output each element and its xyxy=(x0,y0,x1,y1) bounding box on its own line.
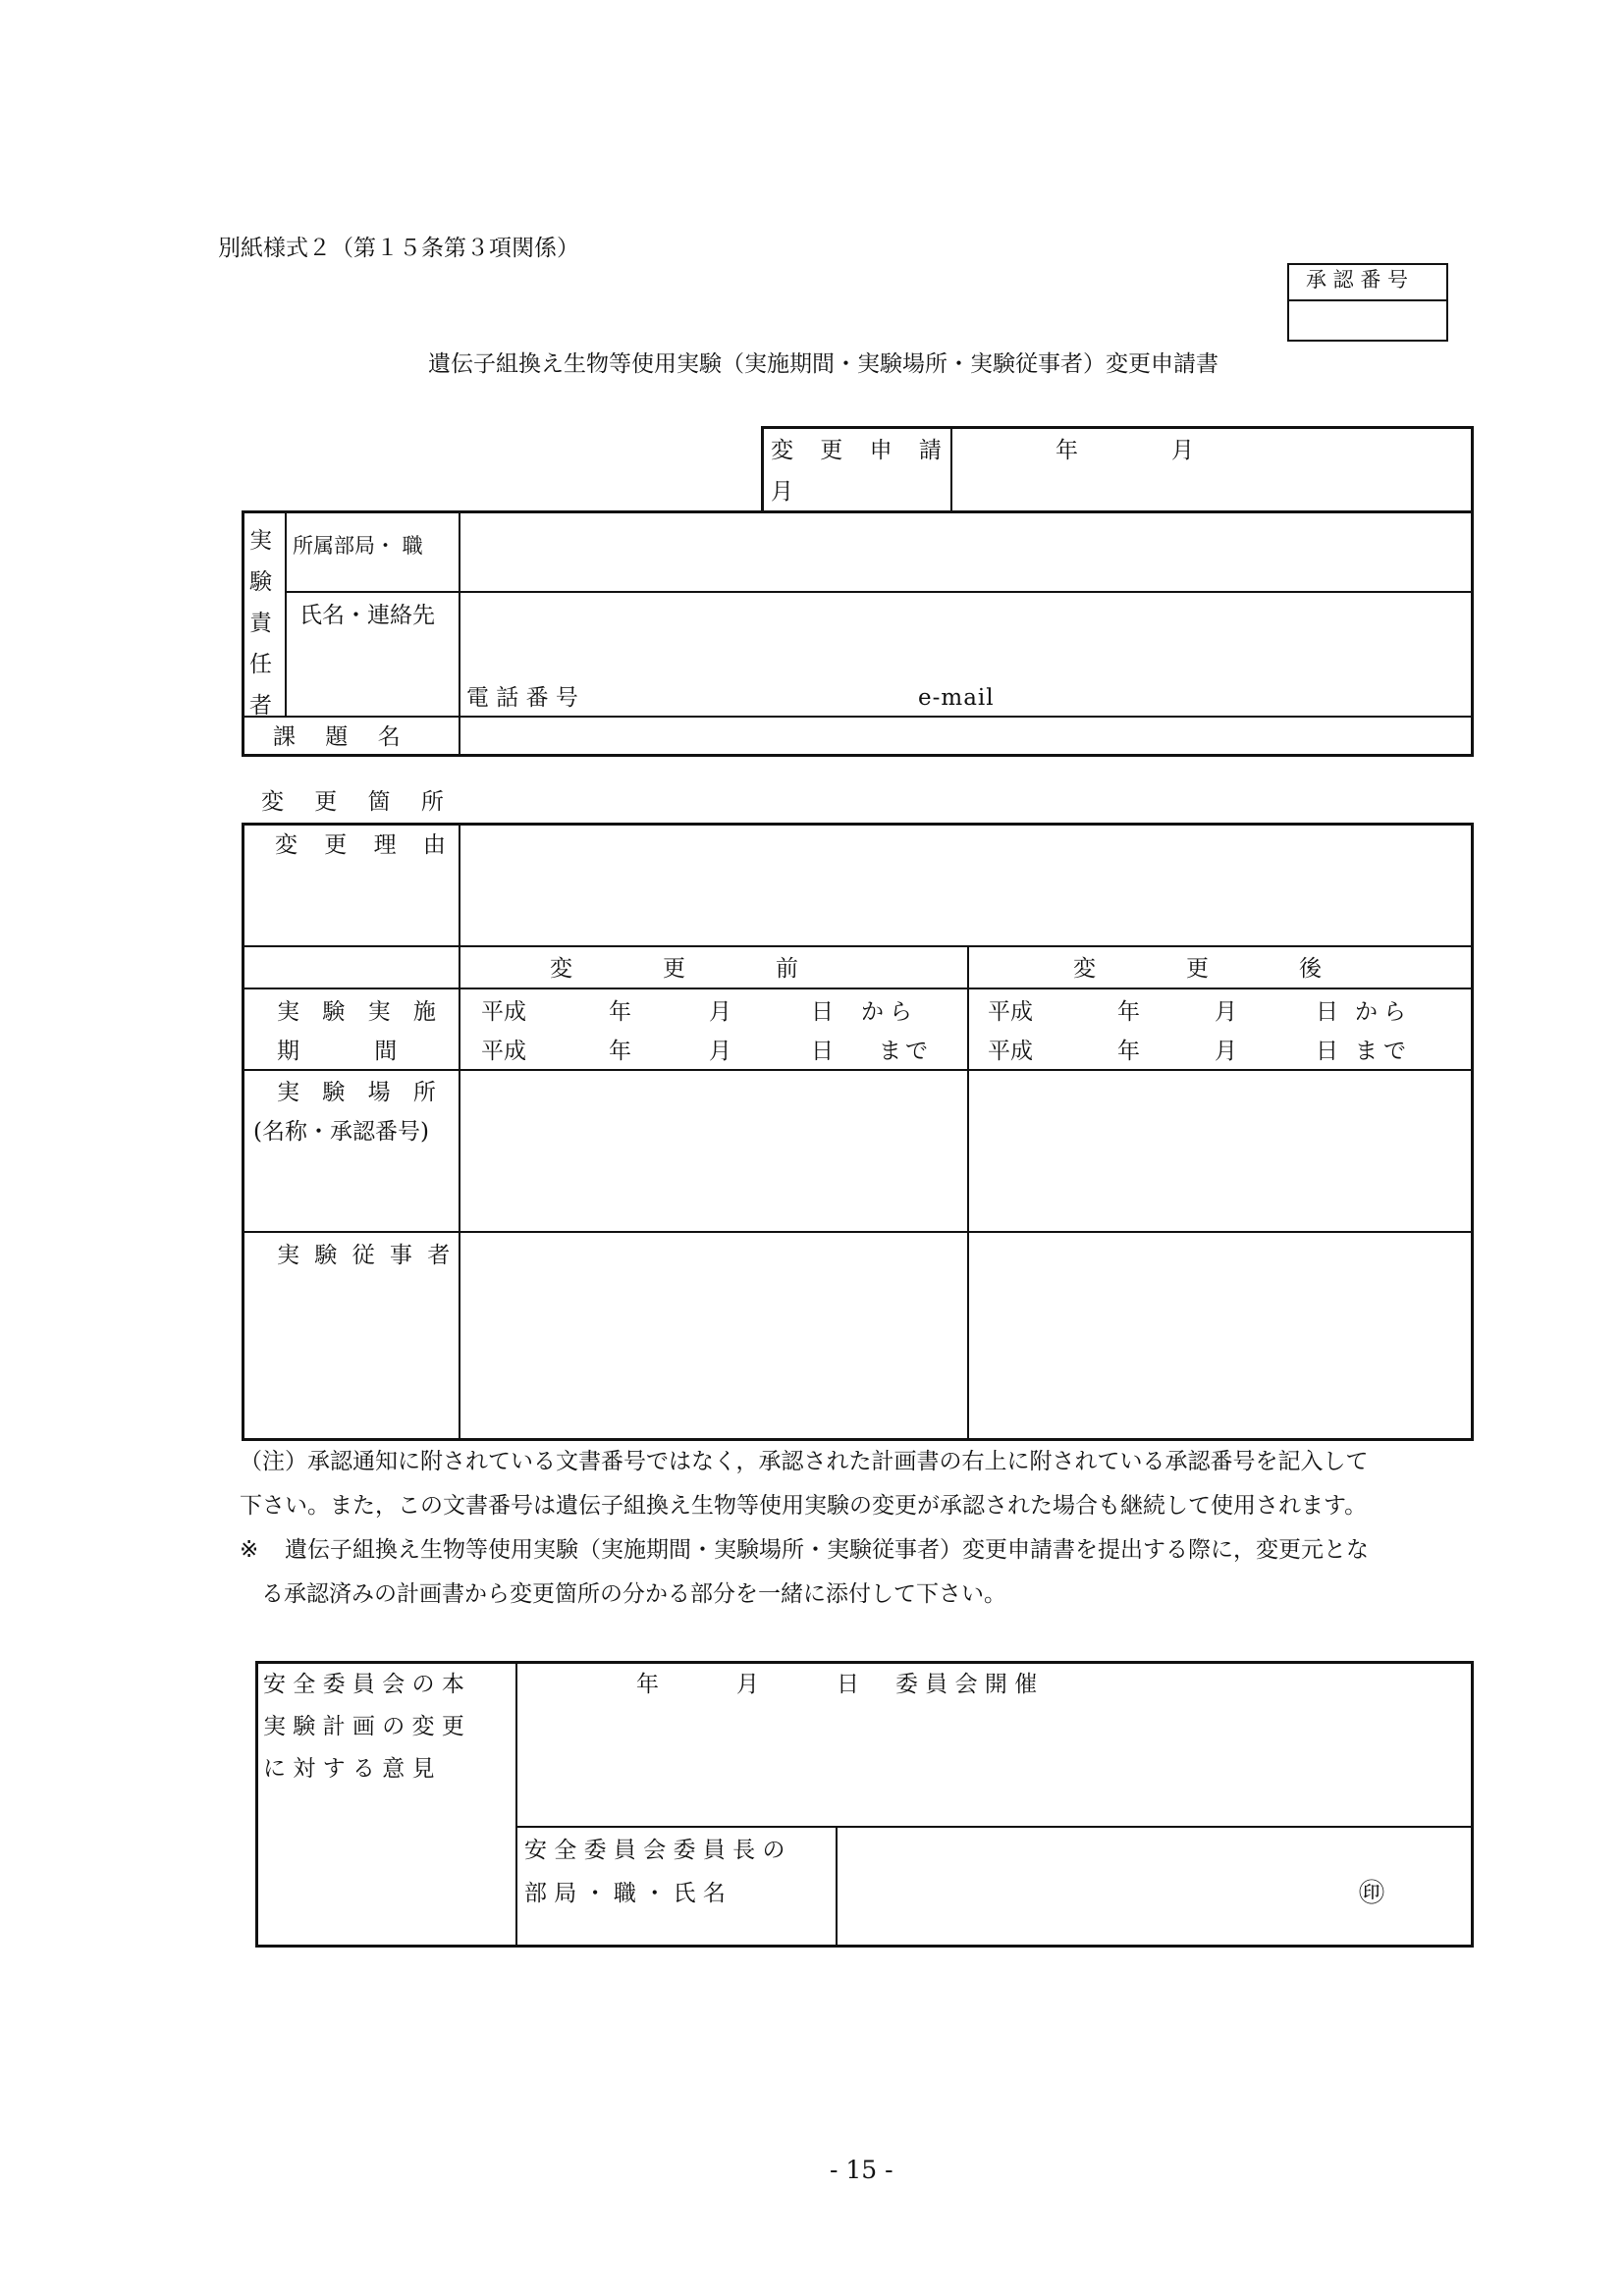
after-from-year: 年 xyxy=(1117,999,1140,1025)
place-label-2: (名称・承認番号) xyxy=(253,1119,429,1145)
approval-number-field[interactable] xyxy=(1292,304,1443,338)
note-line-1: （注）承認通知に附されている文書番号ではなく，承認された計画書の右上に附されている承認番号を記入して xyxy=(240,1449,1369,1474)
apply-year-label: 年 xyxy=(1055,438,1078,463)
subject-field[interactable] xyxy=(463,720,1469,753)
after-to-day: 日 xyxy=(1316,1039,1338,1064)
star-line-2: る承認済みの計画書から変更箇所の分かる部分を一緒に添付して下さい。 xyxy=(261,1581,1006,1607)
meeting-month: 月 xyxy=(736,1672,759,1697)
after-to-era: 平成 xyxy=(988,1039,1033,1064)
staff-after-field[interactable] xyxy=(972,1235,1469,1436)
resp-row-divider-1 xyxy=(285,591,1474,593)
apply-date-label: 変 更 申 請 xyxy=(771,438,951,463)
seal-mark: ㊞ xyxy=(1359,1879,1385,1908)
apply-year-field[interactable] xyxy=(982,432,1041,471)
apply-month-label: 月 xyxy=(1171,438,1194,463)
reason-label: 変 更 理 由 xyxy=(275,832,456,858)
after-from-suffix: から xyxy=(1355,999,1412,1025)
approval-box-label: 承 認 番 号 xyxy=(1306,268,1409,292)
meeting-label: 委 員 会 開 催 xyxy=(895,1672,1038,1697)
before-from-era: 平成 xyxy=(481,999,526,1025)
place-label-1: 実 験 場 所 xyxy=(277,1080,444,1105)
before-from-month: 月 xyxy=(709,999,731,1025)
committee-row-divider xyxy=(515,1826,1474,1828)
apply-date-label-2: 月 xyxy=(771,479,793,505)
after-header: 変 更 後 xyxy=(1073,956,1322,982)
after-from-era: 平成 xyxy=(988,999,1033,1025)
note-line-2: 下さい。また，この文書番号は遺伝子組換え生物等使用実験の変更が承認された場合も継続して使用されます。 xyxy=(240,1493,1368,1519)
committee-col-divider-1 xyxy=(515,1661,517,1948)
star-mark: ※ xyxy=(240,1537,259,1563)
before-to-day: 日 xyxy=(811,1039,834,1064)
name-field[interactable] xyxy=(463,595,1469,681)
before-to-year: 年 xyxy=(609,1039,631,1064)
place-before-field[interactable] xyxy=(463,1073,962,1226)
meeting-year: 年 xyxy=(636,1672,659,1697)
page-title: 遺伝子組換え生物等使用実験（実施期間・実験場所・実験従事者）変更申請書 xyxy=(428,351,1218,377)
reason-field[interactable] xyxy=(463,828,1469,940)
after-from-month: 月 xyxy=(1215,999,1237,1025)
responsible-label: 実 験 責 任 者 xyxy=(249,528,272,719)
change-row-line-2 xyxy=(242,988,1474,989)
opinion-label-1: 安 全 委 員 会 の 本 xyxy=(263,1672,464,1697)
name-label: 氏名・連絡先 xyxy=(299,603,435,628)
email-label: e-mail xyxy=(918,685,995,711)
opinion-label-3: に 対 す る 意 見 xyxy=(263,1756,435,1782)
committee-col-divider-2 xyxy=(836,1826,838,1948)
before-from-day: 日 xyxy=(811,999,834,1025)
before-header: 変 更 前 xyxy=(550,956,798,982)
after-to-year: 年 xyxy=(1117,1039,1140,1064)
chair-label-2: 部 局 ・ 職 ・ 氏 名 xyxy=(524,1881,726,1906)
after-to-suffix: まで xyxy=(1355,1039,1412,1064)
resp-row-divider-2 xyxy=(242,716,1474,718)
dept-field[interactable] xyxy=(463,515,1469,588)
change-label-divider xyxy=(459,823,460,1441)
change-row-line-1 xyxy=(242,945,1474,947)
before-to-era: 平成 xyxy=(481,1039,526,1064)
meeting-day: 日 xyxy=(837,1672,859,1697)
resp-col-divider-1 xyxy=(285,510,287,716)
period-label-2: 期 間 xyxy=(277,1039,398,1064)
resp-col-divider-2 xyxy=(459,510,460,757)
before-from-year: 年 xyxy=(609,999,631,1025)
after-to-month: 月 xyxy=(1215,1039,1237,1064)
subject-label: 課 題 名 xyxy=(273,724,401,750)
before-from-suffix: から xyxy=(861,999,918,1025)
before-after-divider xyxy=(967,945,969,1441)
dept-label: 所属部局・ 職 xyxy=(293,534,423,558)
period-label-1: 実 験 実 施 xyxy=(277,999,444,1025)
after-from-day: 日 xyxy=(1316,999,1338,1025)
page-number: - 15 - xyxy=(830,2156,893,2184)
opinion-field[interactable] xyxy=(520,1708,1469,1821)
opinion-label-2: 実 験 計 画 の 変 更 xyxy=(263,1714,464,1739)
form-label: 別紙様式２（第１５条第３項関係） xyxy=(218,236,579,261)
before-to-month: 月 xyxy=(709,1039,731,1064)
before-to-suffix: まで xyxy=(879,1039,932,1064)
change-row-line-4 xyxy=(242,1231,1474,1233)
phone-label: 電 話 番 号 xyxy=(466,685,578,711)
approval-box-divider xyxy=(1287,299,1448,301)
change-row-line-3 xyxy=(242,1069,1474,1071)
place-after-field[interactable] xyxy=(972,1073,1469,1226)
staff-before-field[interactable] xyxy=(463,1235,962,1436)
chair-label-1: 安 全 委 員 会 委 員 長 の xyxy=(524,1838,785,1863)
change-section-heading: 変 更 箇 所 xyxy=(261,789,456,815)
star-line-1: 遺伝子組換え生物等使用実験（実施期間・実験場所・実験従事者）変更申請書を提出する際に，変更元とな xyxy=(285,1537,1369,1563)
staff-label: 実 験 従 事 者 xyxy=(277,1243,455,1268)
